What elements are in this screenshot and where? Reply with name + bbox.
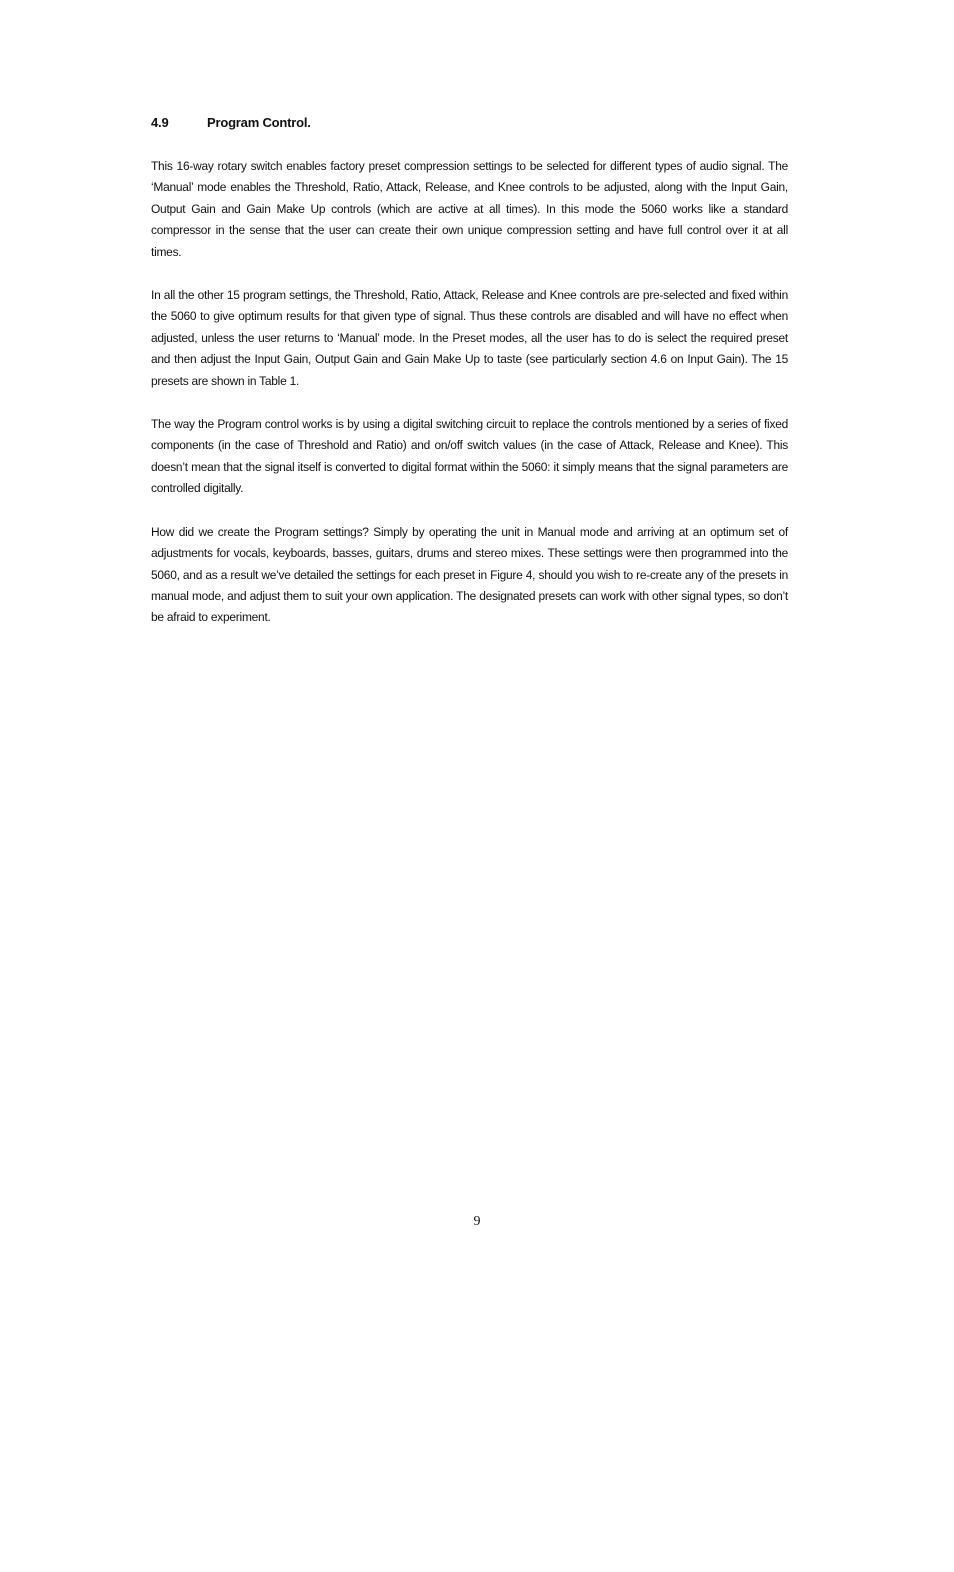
page-number: 9 (473, 1214, 481, 1229)
section-heading (151, 114, 801, 132)
paragraph-2: In all the other 15 program settings, the Threshold, Ratio, Attack, Release and Knee controls are pre-selected and fixed within the 5060 to give optimum results for that given type of signal. Thus these controls are disabled and will have no effect when adjusted, unless the user returns to ‘Manual’ mode. In the Preset modes, all the user has to do is select the required preset and then adjust the Input Gain, Output Gain and Gain Make Up to taste (see particularly section 4.6 on Input Gain). The 15 presets are shown in Table 1. (151, 288, 788, 388)
page-content (151, 114, 801, 651)
paragraph-4: How did we create the Program settings? Simply by operating the unit in Manual mode and arriving at an optimum set of adjustments for vocals, keyboards, basses, guitars, drums and stereo mixes. These settings were then programmed into the 5060, and as a result we’ve detailed the settings for each preset in Figure 4, should you wish to re-create any of the presets in manual mode, and adjust them to suit your own application. The designated presets can work with other signal types, so don’t be afraid to experiment. (151, 524, 788, 625)
paragraph-1: This 16-way rotary switch enables factory preset compression settings to be selected for different types of audio signal. The ‘Manual’ mode enables the Threshold, Ratio, Attack, Release, and Knee controls to be adjusted, along with the Input Gain, Output Gain and Gain Make Up controls (which are active at all times). In this mode the 5060 works like a standard compressor in the sense that the user can create their own unique compression setting and have full control over it at all times. (151, 159, 788, 259)
paragraph-3: The way the Program control works is by using a digital switching circuit to replace the controls mentioned by a series of fixed components (in the case of Threshold and Ratio) and on/off switch values (in the case of Attack, Release and Knee). This doesn’t mean that the signal itself is converted to digital format within the 5060: it simply means that the signal parameters are controlled digitally. (151, 417, 788, 496)
section-number: 4.9 (151, 115, 169, 130)
section-title: Program Control. (207, 115, 311, 130)
